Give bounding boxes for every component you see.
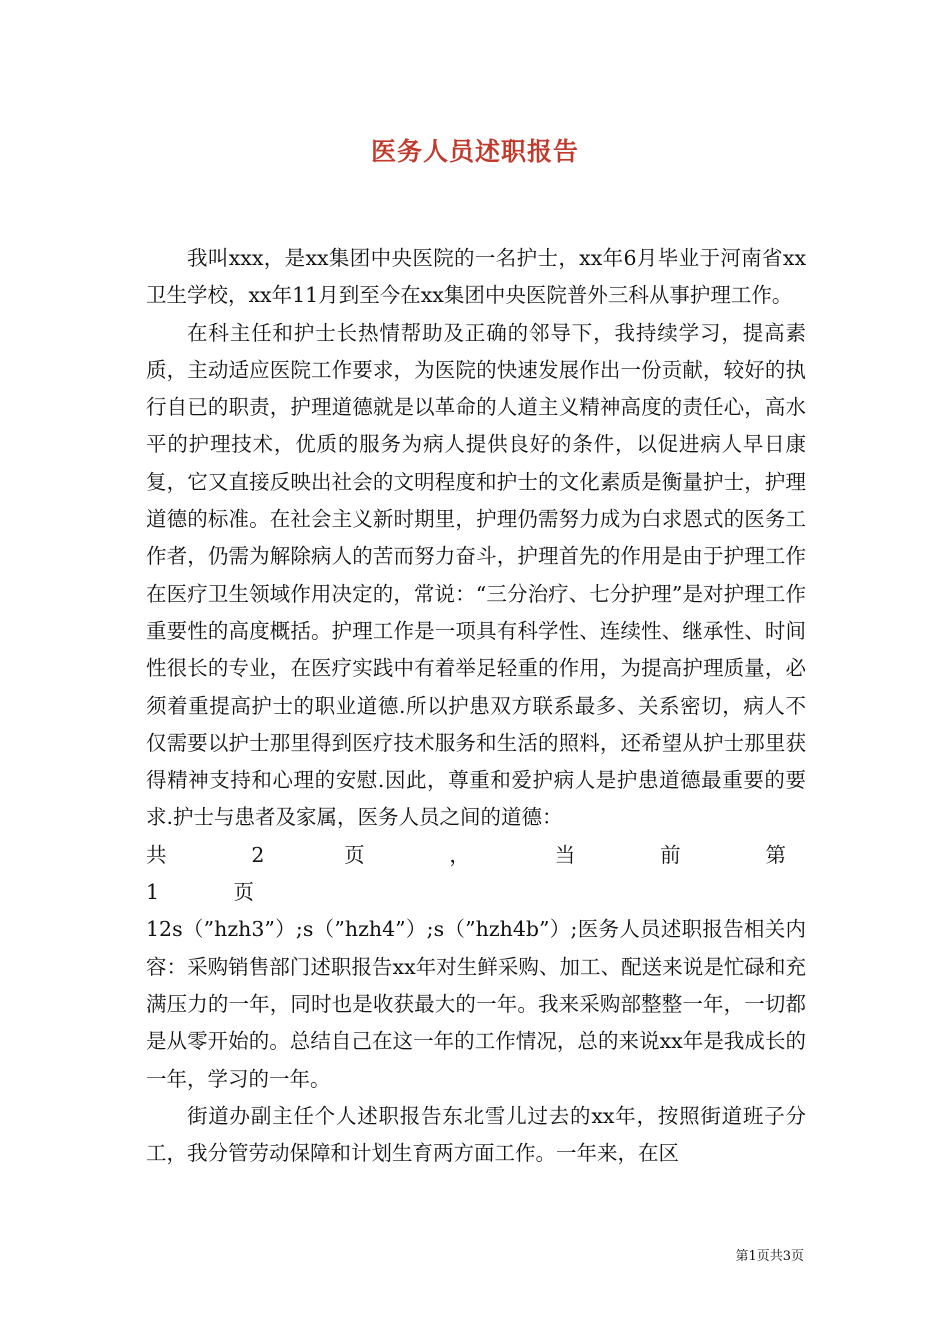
paragraph-intro: 我叫xxx，是xx集团中央医院的一名护士，xx年6月毕业于河南省xx卫生学校，xx年11月到至今在xx集团中央医院普外三科从事护理工作。 (146, 246, 806, 308)
paragraph-main: 在科主任和护士长热情帮助及正确的邻导下，我持续学习，提高素质，主动适应医院工作要求，为医院的快速发展作出一份贡献，较好的执行自已的职责，护理道德就是以革命的人道主义精神高度的责任心，高水平的护理技术，优质的服务为病人提供良好的条件，以促进病人早日康复，它又直接反映出社会的文明程度和护士的文化素质是衡量护士，护理道德的标准。在社会主义新时期里，护理仍需努力成为白求恩式的医务工作者，仍需为解除病人的苦而努力奋斗，护理首先的作用是由于护理工作在医疗卫生领域作用决定的，常说：“三分治疗、七分护理”是对护理工作重要性的高度概括。护理工作是一项具有科学性、连续性、继承性、时间性很长的专业，在医疗实践中有着举足轻重的作用，为提高护理质量，必须着重提高护士的职业道德.所以护患双方联系最多、关系密切，病人不仅需要以护士那里得到医疗技术服务和生活的照料，还希望从护士那里获得精神支持和心理的安慰.因此，尊重和爱护病人是护患道德最重要的要求.护士与患者及家属，医务人员之间的道德： (146, 320, 806, 830)
page-footer: 第1页共3页 (735, 1249, 804, 1264)
page-counter-text: 共 2 页 ， 当 前 第 1 页 (146, 842, 806, 905)
document-title: 医务人员述职报告 (370, 137, 579, 166)
paragraph-related: 12s（”hzh3”）;s（”hzh4”）;s（”hzh4b”）;医务人员述职报告相关内容：采购销售部门述职报告xx年对生鲜采购、加工、配送来说是忙碌和充满压力的一年，同时也是收获最大的一年。我来采购部整整一年，一切都是从零开始的。总结自己在这一年的工作情况，总的来说xx年是我成长的一年，学习的一年。 (146, 917, 806, 1091)
paragraph-last: 街道办副主任个人述职报告东北雪儿过去的xx年，按照街道班子分工，我分管劳动保障和计划生育两方面工作。一年来，在区 (146, 1103, 806, 1166)
document-body (146, 240, 806, 1172)
